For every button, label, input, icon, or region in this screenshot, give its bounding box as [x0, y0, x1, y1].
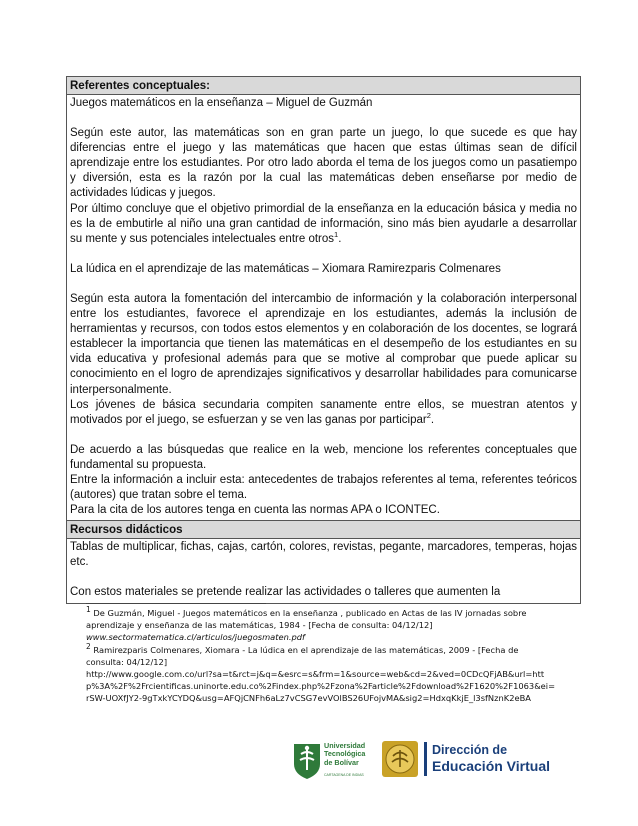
- logo-divider: [424, 742, 427, 776]
- footnote-2-url[interactable]: http://www.google.com.co/url?sa=t&rct=j&q=&esrc=s&frm=1&source=web&cd=2&ved=0CDcQFjAB&url=http%3A%2F%2Frcientificas.uninorte.edu.co%2Findex.php%2Fzona%2Farticle%2Fdownload%2F1620%2F1063&ei=rSW-UOXfJY2-9gTxkYCYDQ&usg=AFQjCNFh6aLz7vCSG7evVOlBS26UFojvMA&sig2=HdxqKkjE_l3sfNznK2eBA: [86, 669, 556, 704]
- footnote-1: [86, 607, 556, 631]
- footnote-ref-2[interactable]: 2: [426, 410, 431, 420]
- seal-logo: [382, 741, 418, 777]
- paragraph-8: Tablas de multiplicar, fichas, cajas, cartón, colores, revistas, pegante, marcadores, temperas, hojas etc.: [70, 541, 577, 569]
- footnote-2: [86, 641, 556, 668]
- paragraph-9: Con estos materiales se pretende realizar las actividades o talleres que aumenten la: [70, 586, 501, 599]
- virtual-education-logo: [424, 740, 548, 780]
- footer-logos: [290, 740, 550, 780]
- paragraph-5: De acuerdo a las búsquedas que realice en la web, mencione los referentes conceptuales que fundamental su propuesta.: [70, 443, 577, 471]
- footnote-1-url[interactable]: www.sectormatematica.cl/articulos/juegosmaten.pdf: [86, 632, 305, 643]
- paragraph-4-text: Los jóvenes de básica secundaria compiten sanamente entre ellos, se muestran atentos y motivados por el juego, se esfuerzan y se ven las ganas por participar: [70, 398, 577, 426]
- utb-name: Universidad Tecnológica de Bolívar: [324, 741, 366, 767]
- planning-table: [66, 76, 581, 604]
- didactic-resources-cell: [67, 539, 580, 602]
- conceptual-references-cell: [67, 95, 580, 520]
- footnote-1-text: De Guzmán, Miguel - Juegos matemáticos en la enseñanza , publicado en Actas de las IV jornadas sobre aprendizaje y enseñanza de las matemáticas, 1984 - [Fecha de consulta: 04/12/12]: [86, 608, 527, 631]
- paragraph-3: Según esta autora la fomentación del intercambio de información y la colaboración interpersonal entre los estudiantes, favorece el aprendizaje en los estudiantes, además la inclusión de herramientas y recursos, con todos estos elementos y en colaboración de los docentes, se logrará establecer la importancia que tienen las matemáticas en el desempeño de los estudiantes en su vida educativa y profesional además para que se motive al comprobar que puede aplicar su conocimiento en el logro de aprendizajes significativos y desarrollar habilidades para comunicarse interpersonalmente.: [70, 292, 577, 396]
- footnote-ref-1[interactable]: 1: [334, 229, 339, 239]
- virtual-education-line2: Educación Virtual: [432, 758, 550, 774]
- book2-title: La lúdica en el aprendizaje de las matemáticas – Xiomara Ramirezparis Colmenares: [70, 262, 501, 275]
- footnote-1-number: 1: [86, 605, 91, 615]
- footnote-2-text: Ramirezparis Colmenares, Xiomara - La lúdica en el aprendizaje de las matemáticas, 2009 - [Fecha de consulta: 04/12/12]: [86, 644, 519, 667]
- seal-icon: [382, 741, 418, 777]
- footnotes: [86, 607, 556, 705]
- paragraph-4: Los jóvenes de básica secundaria compiten sanamente entre ellos, se muestran atentos y motivados por el juego, se esfuerzan y se ven las ganas por participar$^2$.: [70, 398, 577, 426]
- utb-emblem-icon: [292, 740, 322, 780]
- paragraph-7: Para la cita de los autores tenga en cuenta las normas APA o ICONTEC.: [70, 504, 440, 517]
- footnote-separator: [86, 603, 266, 604]
- book1-title: Juegos matemáticos en la enseñanza – Miguel de Guzmán: [70, 97, 373, 109]
- paragraph-2-text: Por último concluye que el objetivo primordial de la enseñanza en la educación básica y media no es la de embutirle al niño una gran cantidad de información, sino más bien ayudarle a desarrollar su mente y sus potenciales intelectuales entre otros: [70, 202, 577, 245]
- section-header-conceptual-references: Referentes conceptuales:: [67, 77, 580, 95]
- paragraph-6: Entre la información a incluir esta: antecedentes de trabajos referentes al tema, referentes teóricos (autores) que tratan sobre el tema.: [70, 473, 577, 502]
- footnote-2-number: 2: [86, 641, 91, 651]
- utb-logo: [292, 740, 374, 780]
- virtual-education-line1: Dirección de: [432, 743, 508, 757]
- section-header-didactic-resources: Recursos didácticos: [67, 520, 580, 539]
- paragraph-2: Por último concluye que el objetivo primordial de la enseñanza en la educación básica y media no es la de embutirle al niño una gran cantidad de información, sino más bien ayudarle a desarrollar su mente y sus potenciales intelectuales entre otros$^1$.: [70, 202, 577, 245]
- paragraph-1: Según este autor, las matemáticas son en gran parte un juego, lo que sucede es que hay diferencias entre el juego y las matemáticas que hacen que estas últimas sean de difícil aprendizaje entre los estudiantes. Por otro lado aborda el tema de los juegos como un pasatiempo y diversión, esta es la razón por la cual las matemáticas deben enseñarse por medio de actividades lúdicas y juegos.: [70, 127, 577, 200]
- utb-subtitle: CARTAGENA DE INDIAS: [324, 773, 364, 777]
